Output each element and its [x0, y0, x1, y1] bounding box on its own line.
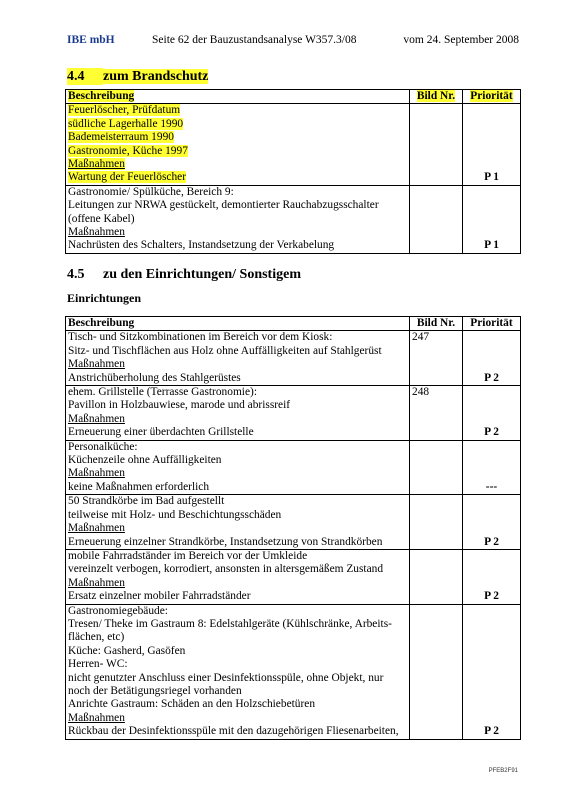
priority-value: P 2: [484, 426, 499, 439]
priority-value: P 2: [484, 725, 499, 738]
table-row: [66, 495, 521, 550]
description-line: nicht genutzter Anschluss einer Desinfektionsspüle, ohne Objekt, nur: [68, 671, 384, 684]
description-line: Leitungen zur NRWA gestückelt, demontierter Rauchabzugsschalter: [68, 199, 379, 212]
description-line: Anstrichüberholung des Stahlgerüstes: [68, 371, 241, 384]
table-header-row: [66, 90, 521, 104]
description-line: Feuerlöscher, Prüfdatum: [68, 104, 181, 117]
description-line: teilweise mit Holz- und Beschichtungsschäden: [68, 508, 282, 521]
description-line: keine Maßnahmen erforderlich: [68, 480, 210, 493]
priority-value: P 1: [484, 171, 499, 184]
image-number-cell: [410, 440, 463, 495]
description-line: Küchenzeile ohne Auffälligkeiten: [68, 454, 222, 467]
column-header-description: Beschreibung: [66, 317, 410, 331]
measures-label: Maßnahmen: [68, 711, 125, 724]
priority-cell: [463, 604, 521, 739]
description-line: Anrichte Gastraum: Schäden an den Holzschiebetüren: [68, 698, 316, 711]
section-heading-4-5: [67, 266, 301, 283]
priority-cell: [463, 549, 521, 604]
description-line: Ersatz einzelner mobiler Fahrradständer: [68, 590, 251, 603]
description-line: Gastronomiegebäude:: [68, 604, 168, 617]
description-line: Personalküche:: [68, 440, 138, 453]
description-cell: [66, 440, 410, 495]
description-line: Wartung der Feuerlöscher: [68, 171, 187, 184]
description-line: ehem. Grillstelle (Terrasse Gastronomie):: [68, 386, 257, 399]
description-cell: [66, 549, 410, 604]
description-cell: [66, 604, 410, 739]
description-cell: [66, 495, 410, 550]
description-cell: [66, 104, 410, 185]
priority-value: P 2: [484, 590, 499, 603]
section-title: zum Brandschutz: [103, 69, 209, 84]
description-line: vereinzelt verbogen, korrodiert, ansonsten in altersgemäßem Zustand: [68, 563, 384, 576]
description-line: Nachrüsten des Schalters, Instandsetzung der Verkabelung: [68, 239, 335, 252]
description-line: 50 Strandkörbe im Bad aufgestellt: [68, 495, 225, 508]
footer-code: PFEB2F91: [488, 768, 518, 774]
description-line: Gastronomie/ Spülküche, Bereich 9:: [68, 185, 234, 198]
subheading-einrichtungen: Einrichtungen: [67, 291, 142, 305]
priority-value: ---: [485, 480, 498, 493]
priority-value: P 2: [484, 371, 499, 384]
priority-cell: [463, 185, 521, 253]
company-name: IBE mbH: [67, 34, 115, 46]
measures-label: Maßnahmen: [68, 226, 125, 239]
image-number-cell: [410, 185, 463, 253]
column-header-image-no: Bild Nr.: [410, 90, 463, 104]
description-line: Küche: Gasherd, Gasöfen: [68, 644, 186, 657]
table-row: [66, 331, 521, 386]
section-title: zu den Einrichtungen/ Sonstigem: [103, 267, 301, 282]
description-line: Tisch- und Sitzkombinationen im Bereich vor dem Kiosk:: [68, 331, 333, 344]
description-cell: [66, 331, 410, 386]
table-row: [66, 549, 521, 604]
table-row: [66, 185, 521, 253]
priority-value: P 1: [484, 239, 499, 252]
description-line: (offene Kabel): [68, 212, 135, 225]
image-number-cell: [410, 604, 463, 739]
priority-value: P 2: [484, 535, 499, 548]
priority-cell: [463, 495, 521, 550]
measures-label: Maßnahmen: [68, 576, 125, 589]
column-header-priority: Priorität: [463, 90, 521, 104]
fire-protection-table: [65, 89, 521, 254]
description-line: Tresen/ Theke im Gastraum 8: Edelstahlgeräte (Kühlschränke, Arbeits-: [68, 617, 392, 630]
priority-cell: [463, 104, 521, 185]
document-date: vom 24. September 2008: [403, 34, 519, 46]
measures-label: Maßnahmen: [68, 412, 125, 425]
facilities-table: [65, 316, 521, 740]
description-line: noch der Betätigungsriegel vorhanden: [68, 684, 242, 697]
column-header-priority: Priorität: [463, 317, 521, 331]
column-header-image-no: Bild Nr.: [410, 317, 463, 331]
priority-cell: [463, 440, 521, 495]
priority-cell: [463, 386, 521, 441]
description-line: flächen, etc): [68, 631, 125, 644]
table-row: [66, 386, 521, 441]
measures-label: Maßnahmen: [68, 358, 125, 371]
section-number: 4.5: [67, 267, 85, 282]
image-number-cell: [410, 495, 463, 550]
description-line: Herren- WC:: [68, 658, 128, 671]
table-row: [66, 104, 521, 185]
description-line: mobile Fahrradständer im Bereich vor der Umkleide: [68, 549, 308, 562]
image-number-cell: [410, 104, 463, 185]
table-row: [66, 604, 521, 739]
priority-cell: [463, 331, 521, 386]
description-line: Sitz- und Tischflächen aus Holz ohne Auffälligkeiten auf Stahlgerüst: [68, 344, 382, 357]
measures-label: Maßnahmen: [68, 522, 125, 535]
description-line: Bademeisterraum 1990: [68, 131, 174, 144]
description-line: Rückbau der Desinfektionsspüle mit den dazugehörigen Fliesenarbeiten,: [68, 725, 399, 738]
description-line: Erneuerung einzelner Strandkörbe, Instandsetzung von Strandkörben: [68, 535, 383, 548]
description-cell: [66, 185, 410, 253]
page-info: Seite 62 der Bauzustandsanalyse W357.3/08: [152, 34, 357, 46]
column-header-description: Beschreibung: [66, 90, 410, 104]
description-line: südliche Lagerhalle 1990: [68, 117, 184, 130]
image-number-cell: 247: [410, 331, 463, 386]
description-cell: [66, 386, 410, 441]
image-number-cell: [410, 549, 463, 604]
section-number: 4.4: [67, 68, 103, 85]
measures-label: Maßnahmen: [68, 158, 125, 171]
section-heading-4-4: [67, 68, 208, 85]
image-number-cell: 248: [410, 386, 463, 441]
table-row: [66, 440, 521, 495]
description-line: Gastronomie, Küche 1997: [68, 144, 188, 157]
description-line: Erneuerung einer überdachten Grillstelle: [68, 426, 254, 439]
description-line: Pavillon in Holzbauwiese, marode und abrissreif: [68, 399, 291, 412]
measures-label: Maßnahmen: [68, 467, 125, 480]
table-header-row: [66, 317, 521, 331]
